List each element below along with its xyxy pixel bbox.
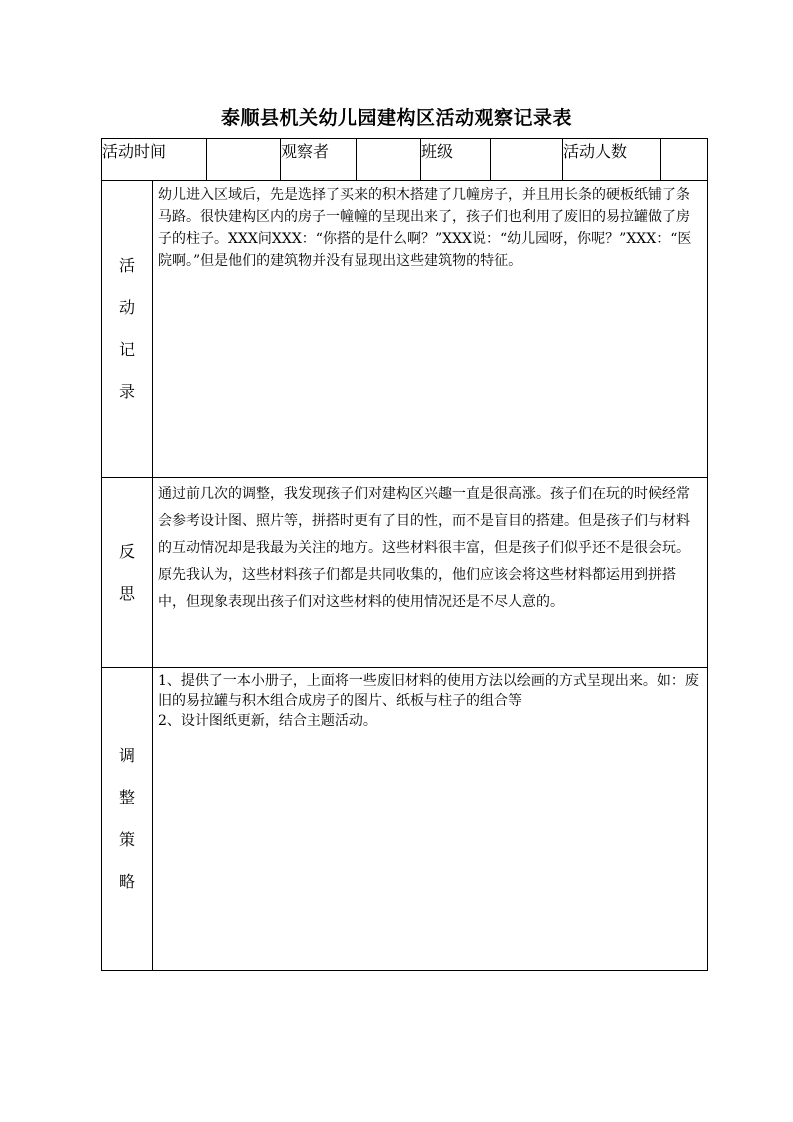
class-label: 班级 [421,139,491,181]
adjustment-label-char: 整 [118,788,135,807]
record-section-label [102,181,153,478]
observer-value[interactable] [357,139,421,181]
class-value[interactable] [491,139,563,181]
observation-table [101,138,708,971]
adjustment-label-char: 策 [118,830,135,849]
reflection-label-char: 思 [118,583,135,603]
record-label-char: 动 [118,298,135,317]
adjustment-label-char: 调 [118,746,135,765]
reflection-section-label [102,478,153,668]
document-title: 泰顺县机关幼儿园建构区活动观察记录表 [220,107,572,129]
reflection-text[interactable]: 通过前几次的调整，我发现孩子们对建构区兴趣一直是很高涨。孩子们在玩的时候经常会参考设计图、照片等，拼搭时更有了目的性，而不是盲目的搭建。但是孩子们与材料的互动情况却是我最为关注的地方。这些材料很丰富，但是孩子们似乎还不是很会玩。原先我认为，这些材料孩子们都是共同收集的，他们应该会将这些材料都运用到拼搭中，但现象表现出孩子们对这些材料的使用情况还是不尽人意的。 [153,478,708,668]
reflection-row [102,478,708,668]
participant-count-value[interactable] [661,139,708,181]
record-label-char: 录 [118,382,135,401]
adjustment-text[interactable] [153,668,708,971]
header-row [102,139,708,181]
adjustment-label-char: 略 [118,872,135,891]
record-row [102,181,708,478]
activity-time-value[interactable] [207,139,281,181]
observer-label: 观察者 [281,139,357,181]
reflection-label-char: 反 [118,541,135,561]
adjustment-item: 1、提供了一本小册子，上面将一些废旧材料的使用方法以绘画的方式呈现出来。如：废旧的易拉罐与积木组合成房子的图片、纸板与柱子的组合等 [158,673,699,709]
adjustment-row [102,668,708,971]
adjustment-section-label [102,668,153,971]
record-text[interactable]: 幼儿进入区域后，先是选择了买来的积木搭建了几幢房子，并且用长条的硬板纸铺了条马路。很快建构区内的房子一幢幢的呈现出来了，孩子们也利用了废旧的易拉罐做了房子的柱子。XXX问XXX：“你搭的是什么啊？”XXX说：“幼儿园呀，你呢？”XXX：“医院啊。”但是他们的建筑物并没有显现出这些建筑物的特征。 [153,181,708,478]
adjustment-item: 2、设计图纸更新，结合主题活动。 [158,713,377,729]
activity-time-label: 活动时间 [102,139,207,181]
participant-count-label: 活动人数 [563,139,661,181]
record-label-char: 活 [118,256,135,275]
record-label-char: 记 [118,340,135,359]
